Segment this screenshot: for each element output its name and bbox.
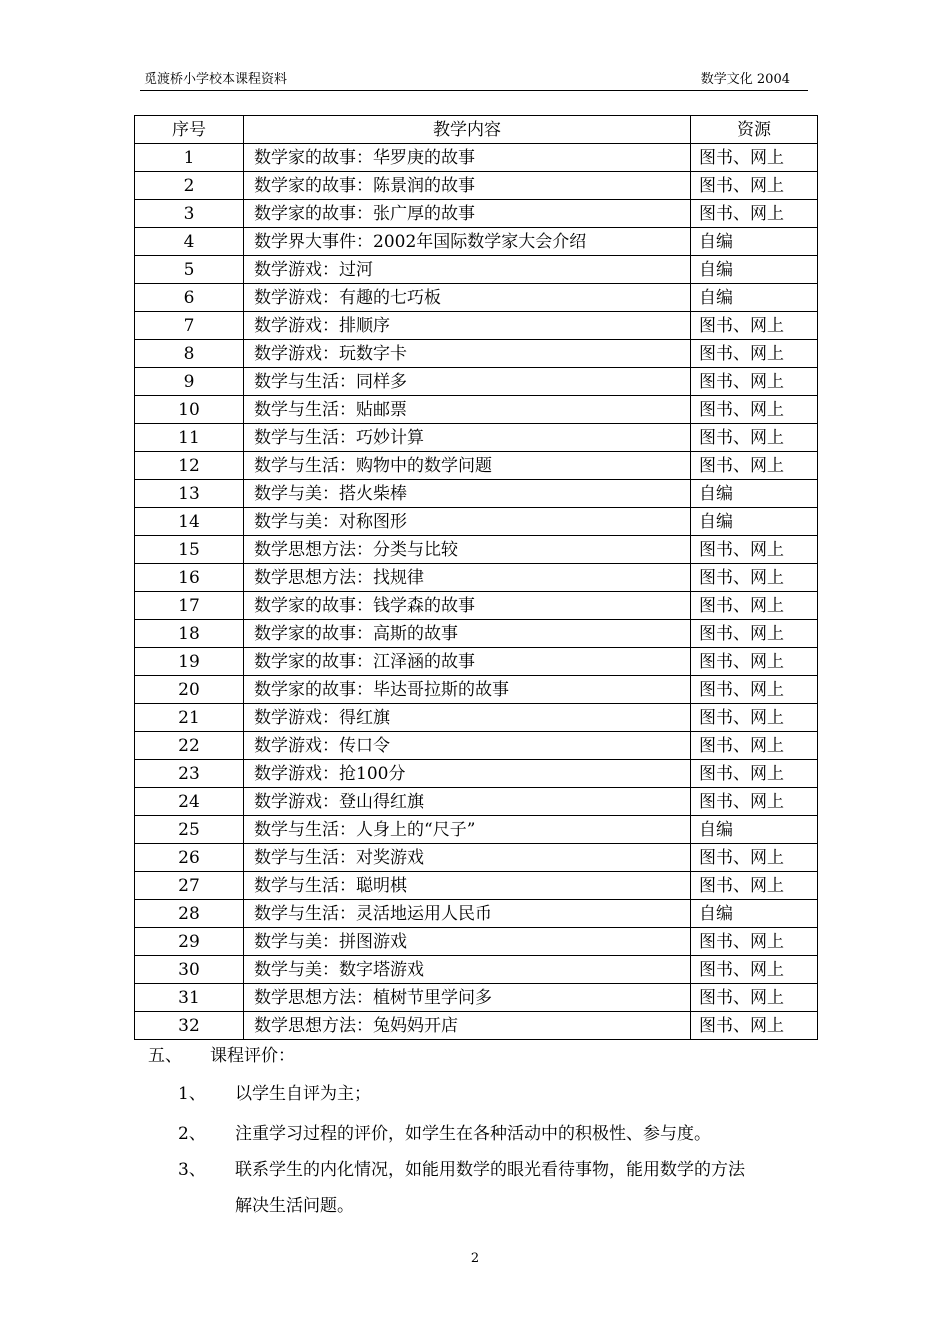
row-resource-cell: 图书、网上: [691, 340, 818, 368]
row-resource-cell: 图书、网上: [691, 172, 818, 200]
row-number-cell: 13: [135, 480, 244, 508]
row-resource-cell: 图书、网上: [691, 956, 818, 984]
row-number-cell: 15: [135, 536, 244, 564]
page-number: 2: [470, 1251, 480, 1266]
row-number-cell: 26: [135, 844, 244, 872]
row-resource-cell: 图书、网上: [691, 452, 818, 480]
row-content-cell: 数学与生活：购物中的数学问题: [244, 452, 691, 480]
row-content-cell: 数学与生活：聪明棋: [244, 872, 691, 900]
row-content-cell: 数学与美：拼图游戏: [244, 928, 691, 956]
row-resource-cell: 图书、网上: [691, 676, 818, 704]
evaluation-item-number: 2、: [178, 1124, 206, 1144]
row-content-cell: 数学家的故事：钱学森的故事: [244, 592, 691, 620]
column-header-resource: 资源: [691, 116, 818, 144]
evaluation-item-text: 联系学生的内化情况，如能用数学的眼光看待事物，能用数学的方法: [235, 1160, 745, 1180]
row-number-cell: 12: [135, 452, 244, 480]
row-number-cell: 23: [135, 760, 244, 788]
row-number-cell: 30: [135, 956, 244, 984]
table-row: [135, 872, 818, 900]
table-body: [135, 144, 818, 1040]
row-content-cell: 数学与生活：人身上的“尺子”: [244, 816, 691, 844]
row-number-cell: 27: [135, 872, 244, 900]
row-number-cell: 9: [135, 368, 244, 396]
table-row: [135, 536, 818, 564]
row-resource-cell: 自编: [691, 816, 818, 844]
table-row: [135, 228, 818, 256]
row-resource-cell: 图书、网上: [691, 984, 818, 1012]
evaluation-item-text: 以学生自评为主；: [235, 1084, 371, 1104]
row-resource-cell: 图书、网上: [691, 200, 818, 228]
row-resource-cell: 图书、网上: [691, 732, 818, 760]
row-number-cell: 16: [135, 564, 244, 592]
table-row: [135, 956, 818, 984]
table-row: [135, 452, 818, 480]
row-number-cell: 28: [135, 900, 244, 928]
row-content-cell: 数学家的故事：江泽涵的故事: [244, 648, 691, 676]
table-header-row: [135, 116, 818, 144]
row-content-cell: 数学思想方法：分类与比较: [244, 536, 691, 564]
row-resource-cell: 图书、网上: [691, 1012, 818, 1040]
row-resource-cell: 图书、网上: [691, 844, 818, 872]
row-content-cell: 数学家的故事：陈景润的故事: [244, 172, 691, 200]
row-content-cell: 数学游戏：排顺序: [244, 312, 691, 340]
row-resource-cell: 图书、网上: [691, 536, 818, 564]
row-number-cell: 19: [135, 648, 244, 676]
row-number-cell: 1: [135, 144, 244, 172]
table-row: [135, 844, 818, 872]
row-resource-cell: 自编: [691, 228, 818, 256]
course-content-table: [134, 115, 818, 1040]
row-number-cell: 25: [135, 816, 244, 844]
table-row: [135, 564, 818, 592]
table-row: [135, 144, 818, 172]
table-row: [135, 172, 818, 200]
row-resource-cell: 图书、网上: [691, 760, 818, 788]
table-row: [135, 732, 818, 760]
row-content-cell: 数学界大事件：2002年国际数学家大会介绍: [244, 228, 691, 256]
column-header-number: 序号: [135, 116, 244, 144]
table-row: [135, 256, 818, 284]
evaluation-heading: [148, 1044, 295, 1068]
evaluation-item-continuation: 解决生活问题。: [235, 1196, 354, 1216]
table-row: [135, 368, 818, 396]
row-content-cell: 数学与生活：灵活地运用人民币: [244, 900, 691, 928]
table-row: [135, 676, 818, 704]
table-row: [135, 508, 818, 536]
row-content-cell: 数学与美：数字塔游戏: [244, 956, 691, 984]
row-content-cell: 数学游戏：过河: [244, 256, 691, 284]
table-row: [135, 1012, 818, 1040]
evaluation-item-number: 1、: [178, 1084, 206, 1104]
row-resource-cell: 图书、网上: [691, 648, 818, 676]
row-resource-cell: 自编: [691, 284, 818, 312]
evaluation-item-number: 3、: [178, 1160, 206, 1180]
row-resource-cell: 图书、网上: [691, 788, 818, 816]
row-content-cell: 数学家的故事：毕达哥拉斯的故事: [244, 676, 691, 704]
row-number-cell: 17: [135, 592, 244, 620]
row-number-cell: 8: [135, 340, 244, 368]
row-resource-cell: 图书、网上: [691, 368, 818, 396]
row-resource-cell: 图书、网上: [691, 620, 818, 648]
table-row: [135, 480, 818, 508]
table-row: [135, 704, 818, 732]
row-resource-cell: 图书、网上: [691, 704, 818, 732]
row-number-cell: 22: [135, 732, 244, 760]
row-content-cell: 数学家的故事：张广厚的故事: [244, 200, 691, 228]
row-number-cell: 14: [135, 508, 244, 536]
section-title: 课程评价：: [210, 1046, 295, 1066]
row-resource-cell: 图书、网上: [691, 144, 818, 172]
table-row: [135, 592, 818, 620]
row-content-cell: 数学家的故事：华罗庚的故事: [244, 144, 691, 172]
row-resource-cell: 图书、网上: [691, 564, 818, 592]
table-row: [135, 284, 818, 312]
evaluation-item-text: 注重学习过程的评价，如学生在各种活动中的积极性、参与度。: [235, 1124, 711, 1144]
row-content-cell: 数学与生活：对奖游戏: [244, 844, 691, 872]
row-number-cell: 3: [135, 200, 244, 228]
row-content-cell: 数学游戏：有趣的七巧板: [244, 284, 691, 312]
row-content-cell: 数学游戏：登山得红旗: [244, 788, 691, 816]
row-resource-cell: 图书、网上: [691, 312, 818, 340]
row-number-cell: 7: [135, 312, 244, 340]
table-row: [135, 900, 818, 928]
row-number-cell: 18: [135, 620, 244, 648]
row-number-cell: 2: [135, 172, 244, 200]
row-resource-cell: 图书、网上: [691, 592, 818, 620]
row-content-cell: 数学思想方法：找规律: [244, 564, 691, 592]
row-number-cell: 10: [135, 396, 244, 424]
table-row: [135, 760, 818, 788]
row-content-cell: 数学与生活：巧妙计算: [244, 424, 691, 452]
table-row: [135, 788, 818, 816]
row-content-cell: 数学与美：搭火柴棒: [244, 480, 691, 508]
row-content-cell: 数学游戏：传口令: [244, 732, 691, 760]
row-number-cell: 32: [135, 1012, 244, 1040]
row-content-cell: 数学游戏：得红旗: [244, 704, 691, 732]
row-content-cell: 数学与生活：同样多: [244, 368, 691, 396]
row-content-cell: 数学游戏：抢100分: [244, 760, 691, 788]
row-resource-cell: 自编: [691, 480, 818, 508]
row-number-cell: 21: [135, 704, 244, 732]
row-number-cell: 24: [135, 788, 244, 816]
column-header-content: 教学内容: [244, 116, 691, 144]
section-number: 五、: [148, 1046, 182, 1066]
table-row: [135, 424, 818, 452]
row-resource-cell: 自编: [691, 508, 818, 536]
row-number-cell: 29: [135, 928, 244, 956]
table-row: [135, 340, 818, 368]
row-resource-cell: 图书、网上: [691, 424, 818, 452]
row-resource-cell: 图书、网上: [691, 928, 818, 956]
row-number-cell: 11: [135, 424, 244, 452]
table-row: [135, 816, 818, 844]
row-content-cell: 数学家的故事：高斯的故事: [244, 620, 691, 648]
table-row: [135, 928, 818, 956]
header-school-title: 觅渡桥小学校本课程资料: [144, 72, 288, 87]
header-divider: [140, 90, 808, 91]
row-content-cell: 数学游戏：玩数字卡: [244, 340, 691, 368]
table-row: [135, 984, 818, 1012]
row-resource-cell: 图书、网上: [691, 396, 818, 424]
row-content-cell: 数学思想方法：植树节里学问多: [244, 984, 691, 1012]
row-resource-cell: 图书、网上: [691, 872, 818, 900]
row-number-cell: 31: [135, 984, 244, 1012]
table-row: [135, 648, 818, 676]
table-row: [135, 620, 818, 648]
table-row: [135, 396, 818, 424]
row-content-cell: 数学与生活：贴邮票: [244, 396, 691, 424]
row-content-cell: 数学与美：对称图形: [244, 508, 691, 536]
table-row: [135, 312, 818, 340]
row-number-cell: 4: [135, 228, 244, 256]
header-course-year: 数学文化 2004: [700, 72, 790, 87]
row-number-cell: 20: [135, 676, 244, 704]
table-row: [135, 200, 818, 228]
row-content-cell: 数学思想方法：兔妈妈开店: [244, 1012, 691, 1040]
row-resource-cell: 自编: [691, 256, 818, 284]
row-number-cell: 6: [135, 284, 244, 312]
row-number-cell: 5: [135, 256, 244, 284]
row-resource-cell: 自编: [691, 900, 818, 928]
